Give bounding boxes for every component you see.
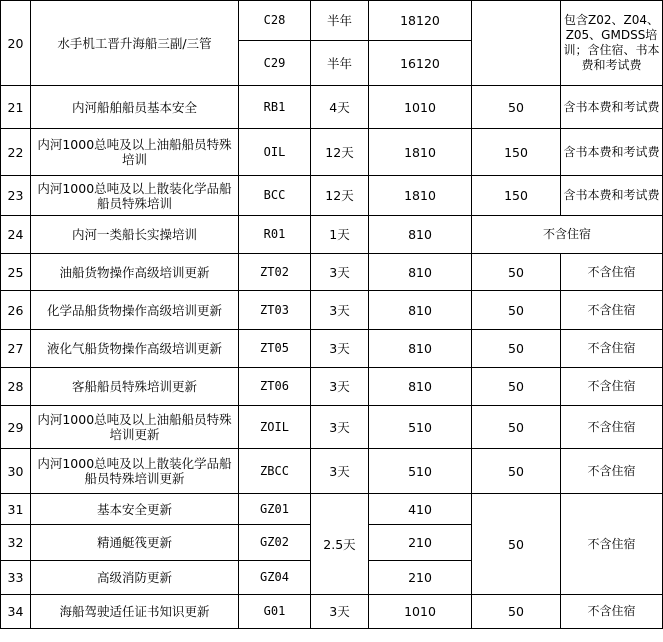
course-note: 不含住宿 — [561, 368, 663, 406]
course-name: 精通艇筏更新 — [31, 525, 239, 561]
course-name: 内河1000总吨及以上散装化学品船船员特殊培训更新 — [31, 449, 239, 494]
course-note: 不含住宿 — [561, 330, 663, 368]
course-note: 含书本费和考试费 — [561, 86, 663, 129]
course-duration: 1天 — [311, 216, 369, 254]
course-fee: 1010 — [369, 595, 472, 629]
course-fee: 410 — [369, 494, 472, 525]
course-hours: 50 — [472, 254, 561, 291]
row-number: 28 — [1, 368, 31, 406]
course-code: ZBCC — [239, 449, 311, 494]
row-number: 25 — [1, 254, 31, 291]
table-row — [1, 368, 663, 406]
course-duration: 3天 — [311, 595, 369, 629]
course-name: 化学品船货物操作高级培训更新 — [31, 291, 239, 330]
course-hours: 50 — [472, 494, 561, 595]
course-note: 不含住宿 — [561, 595, 663, 629]
course-note: 含书本费和考试费 — [561, 176, 663, 216]
course-duration: 3天 — [311, 449, 369, 494]
course-fee: 16120 — [369, 41, 472, 86]
course-code: BCC — [239, 176, 311, 216]
course-fee: 1010 — [369, 86, 472, 129]
course-code: ZT05 — [239, 330, 311, 368]
course-duration: 3天 — [311, 330, 369, 368]
course-code: ZOIL — [239, 406, 311, 449]
course-name: 内河1000总吨及以上油船船员特殊培训更新 — [31, 406, 239, 449]
course-hours: 50 — [472, 86, 561, 129]
course-note: 含书本费和考试费 — [561, 129, 663, 176]
table-row — [1, 406, 663, 449]
table-row — [1, 86, 663, 129]
course-name: 水手机工晋升海船三副/三管 — [31, 1, 239, 86]
course-duration: 3天 — [311, 368, 369, 406]
course-name: 内河1000总吨及以上油船船员特殊培训 — [31, 129, 239, 176]
table-row — [1, 254, 663, 291]
course-fee: 210 — [369, 525, 472, 561]
table-row — [1, 216, 663, 254]
table-row — [1, 449, 663, 494]
course-duration: 12天 — [311, 129, 369, 176]
course-fee: 210 — [369, 561, 472, 595]
table-row — [1, 330, 663, 368]
table-row — [1, 291, 663, 330]
course-fee: 810 — [369, 330, 472, 368]
course-fee: 1810 — [369, 129, 472, 176]
table-row — [1, 494, 663, 525]
course-hours: 150 — [472, 129, 561, 176]
course-code: RB1 — [239, 86, 311, 129]
course-note: 不含住宿 — [561, 494, 663, 595]
course-duration: 4天 — [311, 86, 369, 129]
course-name: 油船货物操作高级培训更新 — [31, 254, 239, 291]
course-code: OIL — [239, 129, 311, 176]
course-duration: 3天 — [311, 406, 369, 449]
course-fee: 18120 — [369, 1, 472, 41]
row-number: 32 — [1, 525, 31, 561]
table-row — [1, 1, 663, 41]
course-code: G01 — [239, 595, 311, 629]
course-name: 液化气船货物操作高级培训更新 — [31, 330, 239, 368]
course-note: 不含住宿 — [561, 254, 663, 291]
course-name: 基本安全更新 — [31, 494, 239, 525]
row-number: 34 — [1, 595, 31, 629]
course-code: GZ02 — [239, 525, 311, 561]
course-duration: 2.5天 — [311, 494, 369, 595]
course-code: ZT02 — [239, 254, 311, 291]
course-note: 不含住宿 — [561, 291, 663, 330]
course-hours: 150 — [472, 176, 561, 216]
row-number: 26 — [1, 291, 31, 330]
course-name: 内河一类船长实操培训 — [31, 216, 239, 254]
course-name: 内河船舶船员基本安全 — [31, 86, 239, 129]
row-number: 30 — [1, 449, 31, 494]
course-fee: 510 — [369, 406, 472, 449]
course-duration: 半年 — [311, 1, 369, 41]
row-number: 33 — [1, 561, 31, 595]
course-fee: 810 — [369, 254, 472, 291]
course-code: GZ04 — [239, 561, 311, 595]
course-note: 不含住宿 — [561, 449, 663, 494]
course-fee: 810 — [369, 368, 472, 406]
course-name: 客船船员特殊培训更新 — [31, 368, 239, 406]
row-number: 29 — [1, 406, 31, 449]
course-hours: 50 — [472, 330, 561, 368]
course-hours — [472, 1, 561, 86]
course-name: 高级消防更新 — [31, 561, 239, 595]
course-code: C29 — [239, 41, 311, 86]
row-number: 22 — [1, 129, 31, 176]
course-note: 包含Z02、Z04、Z05、GMDSS培训；含住宿、书本费和考试费 — [561, 1, 663, 86]
course-duration: 3天 — [311, 291, 369, 330]
course-code: GZ01 — [239, 494, 311, 525]
row-number: 23 — [1, 176, 31, 216]
course-code: R01 — [239, 216, 311, 254]
course-hours: 50 — [472, 406, 561, 449]
course-hours: 50 — [472, 595, 561, 629]
course-fee: 810 — [369, 216, 472, 254]
course-fee: 510 — [369, 449, 472, 494]
course-note: 不含住宿 — [561, 406, 663, 449]
row-number: 21 — [1, 86, 31, 129]
course-hours: 50 — [472, 291, 561, 330]
row-number: 20 — [1, 1, 31, 86]
row-number: 24 — [1, 216, 31, 254]
course-fee: 1810 — [369, 176, 472, 216]
table-row — [1, 176, 663, 216]
course-code: ZT06 — [239, 368, 311, 406]
course-code: C28 — [239, 1, 311, 41]
course-hours: 50 — [472, 449, 561, 494]
course-duration: 12天 — [311, 176, 369, 216]
course-duration: 半年 — [311, 41, 369, 86]
row-number: 27 — [1, 330, 31, 368]
row-number: 31 — [1, 494, 31, 525]
course-hours: 50 — [472, 368, 561, 406]
table-row — [1, 129, 663, 176]
table-row — [1, 595, 663, 629]
course-fee: 810 — [369, 291, 472, 330]
course-name: 内河1000总吨及以上散装化学品船船员特殊培训 — [31, 176, 239, 216]
course-duration: 3天 — [311, 254, 369, 291]
course-name: 海船驾驶适任证书知识更新 — [31, 595, 239, 629]
course-code: ZT03 — [239, 291, 311, 330]
course-note: 不含住宿 — [472, 216, 663, 254]
